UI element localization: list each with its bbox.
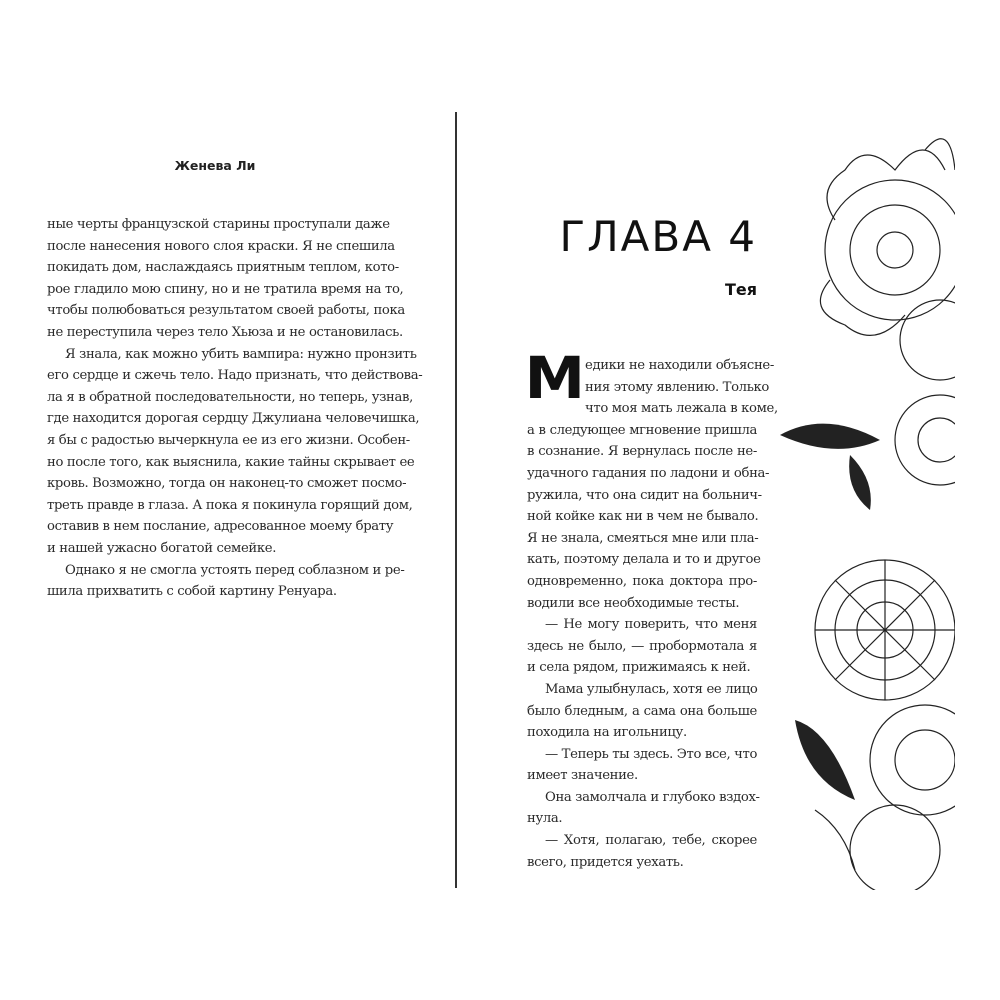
- text-line: не переступила через тело Хьюза и не остановилась.: [47, 324, 403, 340]
- text-line: ния этому явлению. Только: [585, 379, 770, 395]
- text-line: шила прихватить с собой картину Ренуара.: [47, 584, 337, 600]
- text-line: имеет значение.: [527, 768, 638, 784]
- text-line: Она замолчала и глубоко вздох-: [545, 789, 760, 805]
- text-line: ла я в обратной последовательности, но теперь, узнав,: [47, 389, 413, 405]
- text-line: оставив в нем послание, адресованное моему брату: [47, 519, 394, 535]
- text-line: кровь. Возможно, тогда он наконец-то сможет посмо-: [47, 476, 407, 492]
- text-line: но после того, как выяснила, какие тайны скрывает ее: [47, 454, 415, 470]
- text-line: всего, придется уехать.: [527, 854, 684, 870]
- text-line: рое гладило мою спину, но и не тратила время на то,: [47, 281, 404, 297]
- text-line: после нанесения нового слоя краски. Я не спешила: [47, 238, 395, 254]
- text-line: ружила, что она сидит на больнич-: [527, 487, 762, 503]
- right-page-text: [527, 355, 778, 873]
- text-line: здесь не было, — пробормотала я: [527, 638, 757, 654]
- text-line: чтобы полюбоваться результатом своей работы, пока: [47, 303, 405, 319]
- text-line: Я не знала, смеяться мне или пла-: [527, 530, 759, 546]
- text-line: и села рядом, прижимаясь к ней.: [527, 660, 751, 676]
- text-line: его сердце и сжечь тело. Надо признать, что действова-: [47, 368, 423, 384]
- text-line: треть правде в глаза. А пока я покинула горящий дом,: [47, 497, 413, 513]
- text-line: Мама улыбнулась, хотя ее лицо: [545, 681, 758, 697]
- text-line: — Хотя, полагаю, тебе, скорее: [545, 833, 757, 849]
- text-line: Однако я не смогла устоять перед соблазном и ре-: [65, 562, 405, 578]
- running-head-author: Женева Ли: [174, 158, 256, 173]
- text-line: — Не могу поверить, что меня: [545, 617, 757, 633]
- text-line: я бы с радостью вычеркнула ее из его жизни. Особен-: [47, 432, 410, 448]
- text-line: ные черты французской старины проступали даже: [47, 217, 390, 232]
- text-line: — Теперь ты здесь. Это все, что: [545, 746, 758, 762]
- text-line: удачного гадания по ладони и обна-: [527, 465, 770, 481]
- text-line: одновременно, пока доктора про-: [527, 573, 757, 589]
- text-line: ной койке как ни в чем не бывало.: [527, 509, 759, 525]
- text-line: походила на игольницу.: [527, 725, 687, 741]
- leaf-icon: [780, 424, 880, 800]
- text-line: кать, поэтому делала и то и другое: [527, 552, 761, 568]
- drop-cap: М: [524, 344, 586, 412]
- chrysanthemum-flower-icon: [815, 560, 955, 890]
- text-line: Я знала, как можно убить вампира: нужно пронзить: [65, 346, 417, 362]
- text-line: едики не находили объясне-: [585, 358, 774, 373]
- text-line: было бледным, а сама она больше: [527, 703, 757, 719]
- text-line: где находится дорогая сердцу Джулиана человечишка,: [47, 411, 420, 427]
- text-line: нула.: [527, 811, 563, 827]
- text-line: покидать дом, наслаждаясь приятным теплом, кото-: [47, 260, 399, 276]
- left-page-text: [47, 214, 423, 603]
- text-line: что моя мать лежала в коме,: [585, 401, 778, 417]
- text-line: водили все необходимые тесты.: [527, 595, 740, 611]
- text-line: и нашей ужасно богатой семейке.: [47, 540, 277, 556]
- chapter-title: ГЛАВА 4: [559, 212, 757, 261]
- text-line: а в следующее мгновение пришла: [527, 422, 757, 438]
- floral-illustration: [775, 110, 955, 890]
- page-gutter-divider: [455, 112, 457, 888]
- text-line: в сознание. Я вернулась после не-: [527, 444, 757, 460]
- chapter-subtitle: Тея: [724, 280, 757, 299]
